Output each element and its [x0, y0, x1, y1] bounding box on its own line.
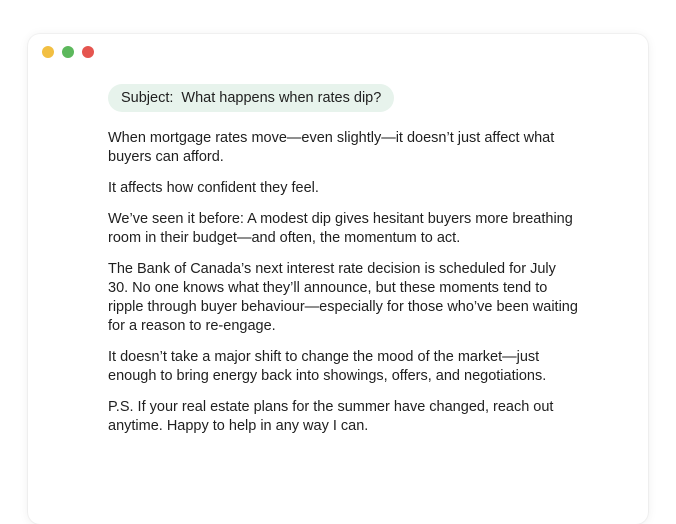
email-paragraph: The Bank of Canada’s next interest rate decision is scheduled for July 30. No one knows what they’ll announce, but these moments tend to ripple through buyer behaviour—especially for those who’ve been waiting for a reason to re-engage. [108, 261, 578, 334]
email-body [108, 129, 578, 448]
email-paragraph: It affects how confident they feel. [108, 180, 319, 196]
subject-text: What happens when rates dip? [181, 90, 382, 106]
window-controls [42, 46, 94, 58]
email-paragraph: We’ve seen it before: A modest dip gives hesitant buyers more breathing room in their budget—and often, the momentum to act. [108, 211, 573, 246]
email-paragraph: P.S. If your real estate plans for the summer have changed, reach out anytime. Happy to help in any way I can. [108, 399, 554, 434]
email-paragraph: It doesn’t take a major shift to change the mood of the market—just enough to bring energy back into showings, offers, and negotiations. [108, 349, 547, 384]
close-dot[interactable] [82, 46, 94, 58]
minimize-dot[interactable] [42, 46, 54, 58]
subject-line [108, 84, 394, 112]
maximize-dot[interactable] [62, 46, 74, 58]
email-paragraph: When mortgage rates move—even slightly—it doesn’t just affect what buyers can afford. [108, 130, 555, 165]
email-window [28, 34, 648, 524]
subject-label: Subject: [121, 90, 174, 106]
